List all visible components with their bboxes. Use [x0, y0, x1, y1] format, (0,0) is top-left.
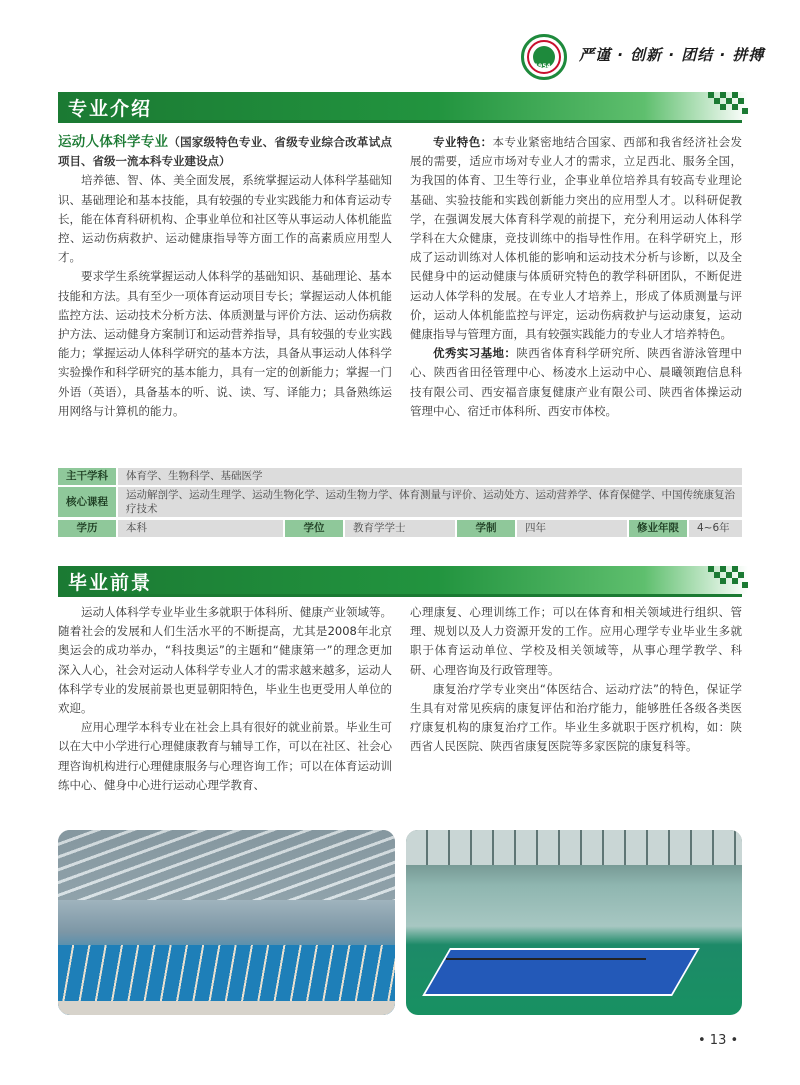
- internship-text: 陕西省体育科学研究所、陕西省游泳管理中心、陕西省田径管理中心、杨凌水上运动中心、晨曦领跑信息科技有限公司、西安福音康复健康产业有限公司、陕西省体操运动管理中心、宿迁市体科所、西安市体校。: [410, 346, 743, 418]
- university-logo-icon: [521, 34, 567, 80]
- internship-paragraph: [410, 344, 742, 421]
- core-courses-value: 运动解剖学、运动生理学、运动生物化学、运动生物力学、体育测量与评价、运动处方、运动营养学、体育保健学、中国传统康复治疗技术: [118, 487, 742, 517]
- major-intro-left-column: [58, 133, 392, 421]
- career-paragraph-2: 应用心理学本科专业在社会上具有很好的就业前景。毕业生可以在大中小学进行心理健康教育与辅导工作，可以在社区、社会心理咨询机构进行心理健康服务与心理咨询工作；可以在体育运动训练中心、健身中心进行运动心理学教育、: [58, 720, 392, 792]
- section-banner-career: [58, 566, 742, 594]
- education-value: 本科: [118, 520, 283, 537]
- page-number: • 13 •: [698, 1033, 739, 1048]
- career-paragraph-1: 运动人体科学专业毕业生多就职于体科所、健康产业领域等。随着社会的发展和人们生活水平的不断提高，尤其是2008年北京奥运会的成功举办，“科技奥运”的主题和“健康第一”的理念更加深入人心，社会对运动人体科学专业人才的需求越来越多，运动人体科学专业的发展前景也更显朝阳特色，毕业生也更受用人单位的欢迎。: [58, 605, 392, 716]
- logo-year: 1954: [534, 63, 551, 70]
- checker-decoration-icon: [708, 84, 748, 114]
- page-header: [0, 0, 800, 82]
- court-net: [446, 958, 646, 960]
- pool-roof: [58, 830, 395, 900]
- career-right-column: [410, 603, 742, 757]
- education-label: 学历: [58, 520, 116, 537]
- feature-text: 本专业紧密地结合国家、西部和我省经济社会发展的需要，适应市场对专业人才的需求，立足西北、服务全国，为我国的体育、卫生等行业，企事业单位培养具有较高专业理论基础、实验技能和实践创新能力突出的应用型人才。以科研促教学，在强调发展大体育科学观的前提下，充分利用运动人体科学学科在大众健康，竞技训练中的指导性作用。在科学研究上，形成了运动训练对人体机能的影响和运动技术分析与诊断，以及全民健身中的运动健康与体质研究特色的教学科研团队，不断促进运动人体学科的发展。在专业人才培养上，形成了体质测量与评价，运动人体机能监控与评定，运动伤病救护与运动康复，运动健康指导与管理方面，具有较强实践能力的专业人才培养特色。: [410, 135, 742, 342]
- main-discipline-label: 主干学科: [58, 468, 116, 485]
- pool-deck: [58, 1001, 395, 1015]
- feature-label: 专业特色：: [433, 135, 493, 149]
- years-label: 修业年限: [629, 520, 687, 537]
- main-discipline-value: 体育学、生物科学、基础医学: [118, 468, 742, 485]
- section-banner-major-intro: [58, 92, 742, 120]
- degree-label: 学位: [285, 520, 343, 537]
- checker-decoration-icon: [708, 558, 748, 588]
- table-row: [58, 520, 742, 537]
- court-roof-beams: [406, 830, 742, 865]
- banner-underline: [58, 120, 742, 123]
- years-value: 4~6年: [689, 520, 742, 537]
- career-paragraph-4: 康复治疗学专业突出“体医结合、运动疗法”的特色，保证学生具有对常见疾病的康复评估和治疗能力，能够胜任各级各类医疗康复机构的康复治疗工作。毕业生多就职于医疗机构，如：陕西省人民医院、陕西省康复医院等多家医院的康复科等。: [410, 681, 742, 754]
- court-surface: [422, 948, 700, 996]
- swimming-pool-photo: [58, 830, 395, 1015]
- table-row: [58, 468, 742, 485]
- major-paragraph-2: 要求学生系统掌握运动人体科学的基础知识、基础理论、基本技能和方法。具有至少一项体育运动项目专长；掌握运动人体机能监控方法、运动技术分析方法、体质测量与评价方法、运动伤病救护方法、运动健身方案制订和运动营养指导，具有较强的专业实践能力；掌握运动人体科学研究的基本方法，具备从事运动人体科学实验操作和科学研究的基本能力，具有一定的创新能力；掌握一门外语（英语），具备基本的听、说、读、写、译能力；具备熟练运用网络与计算机的能力。: [58, 269, 392, 418]
- university-motto: 严谨 · 创新 · 团结 · 拼搏: [579, 46, 765, 64]
- internship-label: 优秀实习基地：: [433, 346, 517, 361]
- banner-bar: [58, 92, 748, 120]
- major-subtitle: （国家级特色专业、省级专业综合改革试点项目、省级一流本科专业建设点）: [58, 135, 393, 169]
- banner-underline: [58, 594, 742, 597]
- major-paragraph-1: 培养德、智、体、美全面发展，系统掌握运动人体科学基础知识、基础理论和基本技能，具有较强的专业实践能力和体育运动专长，能在体育科研机构、企事业单位和社区等从事运动人体机能监控、运动伤病救护、运动健康指导等方面工作的高素质应用型人才。: [58, 173, 392, 265]
- major-name: 运动人体科学专业: [58, 134, 169, 150]
- banner-bar: [58, 566, 748, 594]
- section-title-career: 毕业前景: [68, 572, 153, 594]
- system-label: 学制: [457, 520, 515, 537]
- career-paragraph-3: 心理康复、心理训练工作；可以在体育和相关领域进行组织、管理、规划以及人力资源开发的工作。应用心理学专业毕业生多就职于体育运动单位、学校及相关领域等，从事心理学教学、科研、心理咨询及行政管理等。: [410, 605, 742, 677]
- major-intro-right-column: [410, 133, 742, 421]
- major-heading: [58, 133, 392, 171]
- system-value: 四年: [517, 520, 627, 537]
- feature-paragraph: [410, 133, 742, 344]
- degree-value: 教育学学士: [345, 520, 455, 537]
- section-title-major-intro: 专业介绍: [68, 98, 153, 120]
- career-left-column: [58, 603, 392, 795]
- tennis-court-photo: [406, 830, 742, 1015]
- core-courses-label: 核心课程: [58, 487, 116, 517]
- table-row: [58, 487, 742, 517]
